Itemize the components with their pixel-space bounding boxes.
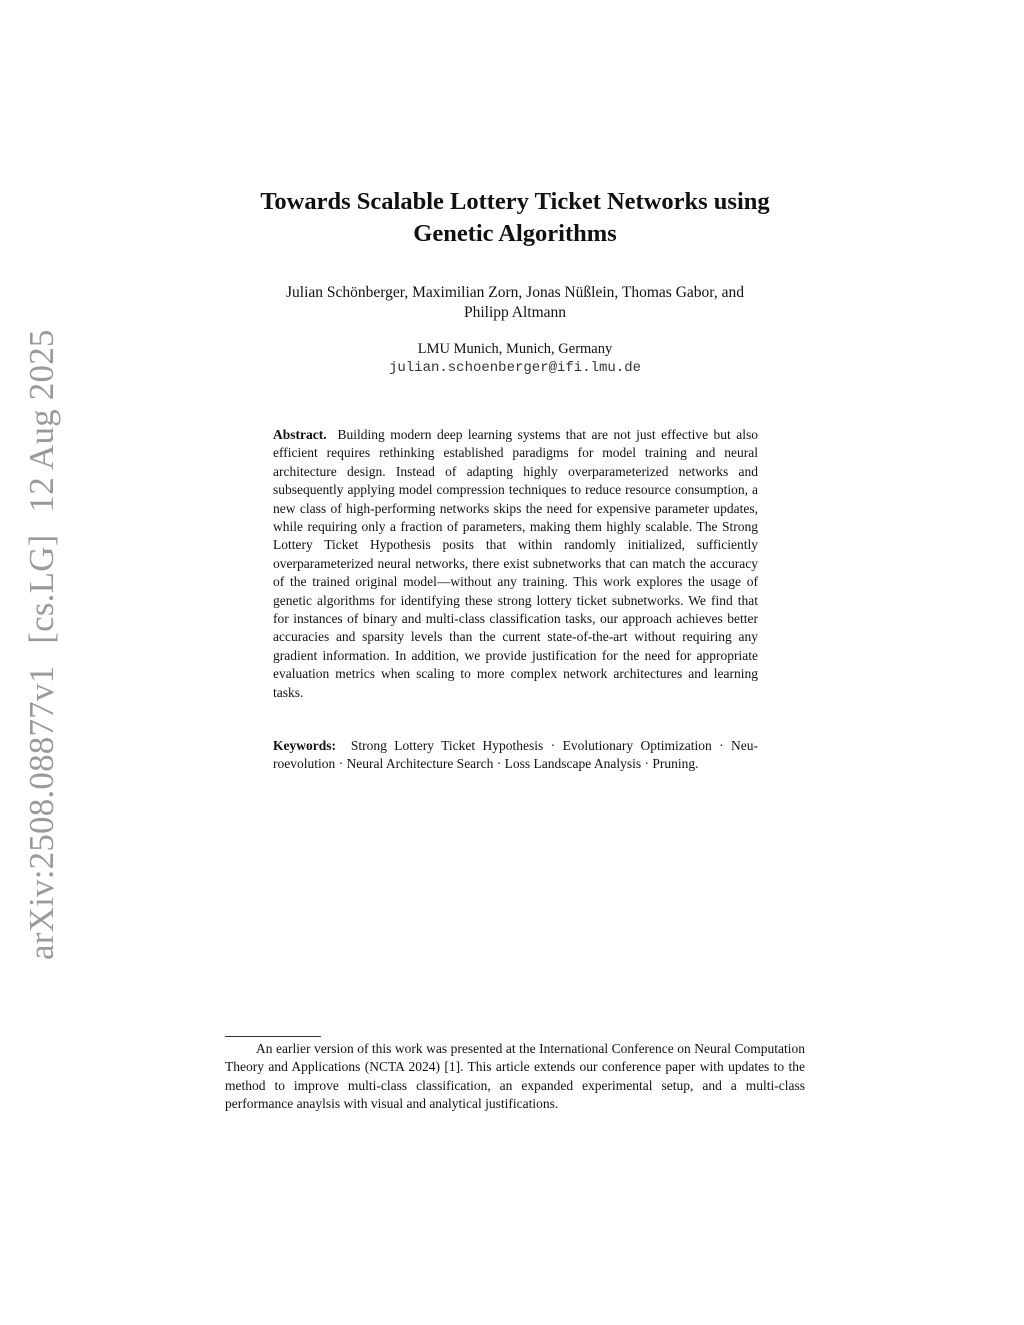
keywords bbox=[273, 737, 758, 774]
arxiv-id: arXiv:2508.08877v1 bbox=[22, 665, 61, 960]
authors-line-1: Julian Schönberger, Maximilian Zorn, Jonas Nüßlein, Thomas Gabor, and bbox=[286, 284, 744, 301]
author-email: julian.schoenberger@ifi.lmu.de bbox=[388, 360, 642, 376]
abstract-label: Abstract. bbox=[273, 427, 327, 442]
keywords-label: Keywords: bbox=[273, 738, 336, 753]
footnote bbox=[225, 1040, 805, 1114]
title-line-1: Towards Scalable Lottery Ticket Networks using bbox=[260, 188, 770, 215]
affiliation: LMU Munich, Munich, Germany bbox=[417, 341, 613, 357]
affiliation-block bbox=[200, 340, 830, 378]
abstract-text: Building modern deep learning systems that are not just effective but also efficient requires rethinking established paradigms for model training and neural architecture design. Instead of adapting highly overparameterized networks and subsequently applying model compression techniques to reduce resource consumption, a new class of high-performing networks skips the need for expensive parameter updates, while requiring only a fraction of parameters, making them highly scalable. The Strong Lottery Ticket Hypothesis posits that within randomly initialized, sufficiently overparameterized neural networks, there exist subnetworks that can match the accuracy of the trained original model—without any training. This work explores the usage of genetic algorithms for identifying these strong lottery ticket subnetworks. We find that for instances of binary and multi-class classification tasks, our approach achieves better accuracies and sparsity levels than the current state-of-the-art without requiring any gradient information. In addition, we provide justification for the need for appropriate evaluation metrics when scaling to more complex network architectures and learning tasks. bbox=[273, 427, 758, 700]
paper-title bbox=[200, 186, 830, 250]
author-list bbox=[200, 283, 830, 323]
abstract bbox=[273, 426, 758, 702]
authors-line-2: Philipp Altmann bbox=[463, 304, 567, 321]
keywords-text: Strong Lottery Ticket Hypothesis · Evolutionary Optimization · Neuroevolution · Neural Architecture Search · Loss Landscape Analysis · Pruning. bbox=[273, 738, 758, 772]
arxiv-category: [cs.LG] bbox=[22, 534, 61, 644]
arxiv-identifier-stamp bbox=[22, 329, 62, 960]
footnote-text: An earlier version of this work was presented at the International Conference on Neural Computation Theory and Applications (NCTA 2024) [1]. This article extends our conference paper with updates to the method to improve multi-class classification, an expanded experimental setup, and a multi-class performance anaylsis with visual and analytical justifications. bbox=[225, 1041, 805, 1112]
footnote-divider bbox=[225, 1036, 321, 1037]
arxiv-date: 12 Aug 2025 bbox=[22, 329, 61, 513]
title-line-2: Genetic Algorithms bbox=[413, 220, 617, 247]
